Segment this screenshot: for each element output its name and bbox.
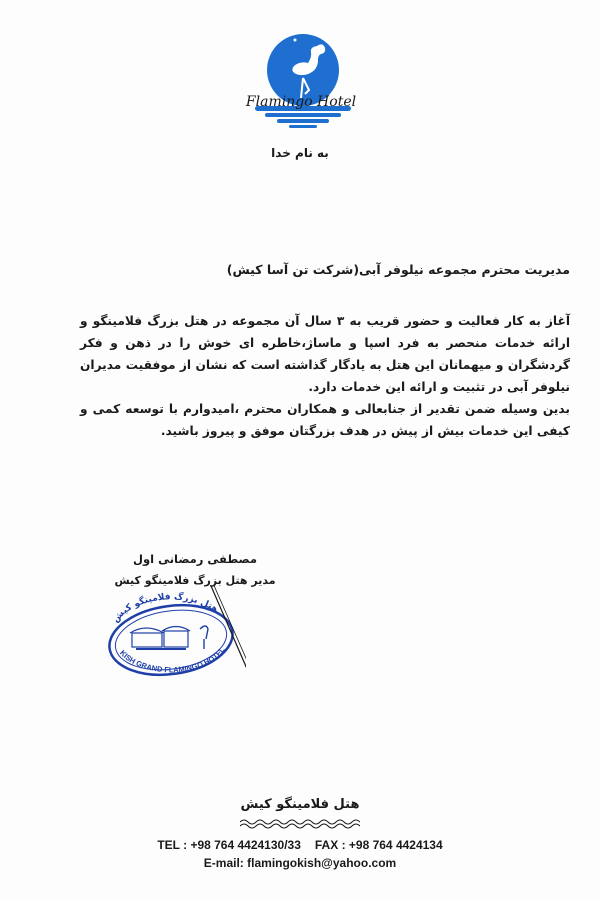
basmala: به نام خدا xyxy=(271,146,329,160)
fax-number: FAX : +98 764 4424134 xyxy=(314,838,443,852)
signatory-name: مصطفی رمضانی اول xyxy=(133,552,257,566)
stamp-text-en: KISH GRAND FLAMINGO HOTEL xyxy=(118,645,227,675)
hotel-stamp xyxy=(96,585,246,685)
stamp-text-fa: هتل بزرگ فلامینگو کیش xyxy=(110,592,220,625)
body-paragraph: آغاز به کار فعالیت و حضور قریب به ۳ سال آن مجموعه در هتل بزرگ فلامینگو و ارائه خدمات منحصر به فرد اسپا و ماساژ،خاطره ای خوش را در ذهن و فکر گردشگران و میهمانان این هتل به یادگار گذاشته است که نشان از موفقیت مدیران نیلوفر آبی در تثبیت و ارائه این خدمات دارد. xyxy=(80,314,570,394)
stamp-seal-icon xyxy=(96,585,246,685)
signatory-title: مدیر هتل بزرگ فلامینگو کیش xyxy=(114,574,276,587)
footer-wave-ornament xyxy=(240,818,360,830)
logo-text: Flamingo Hotel xyxy=(245,94,357,110)
recipient-line: مدیریت محترم مجموعه نیلوفر آبی(شرکت تن آسا کیش) xyxy=(226,262,570,277)
phone-number: TEL : +98 764 4424130/33 xyxy=(157,838,301,852)
body-paragraph: بدین وسیله ضمن تقدیر از جنابعالی و همکاران محترم ،امیدوارم با توسعه کمی و کیفی این خدمات بیش از پیش در هدف بزرگتان موفق و پیروز باشید. xyxy=(80,402,570,438)
footer-hotel-name: هتل فلامینگو کیش xyxy=(240,797,360,812)
flamingo-logo-icon xyxy=(235,22,365,132)
hotel-logo xyxy=(235,22,365,132)
contact-line xyxy=(100,838,500,852)
letter-body xyxy=(80,310,570,442)
email-address: E-mail: flamingokish@yahoo.com xyxy=(203,856,397,870)
